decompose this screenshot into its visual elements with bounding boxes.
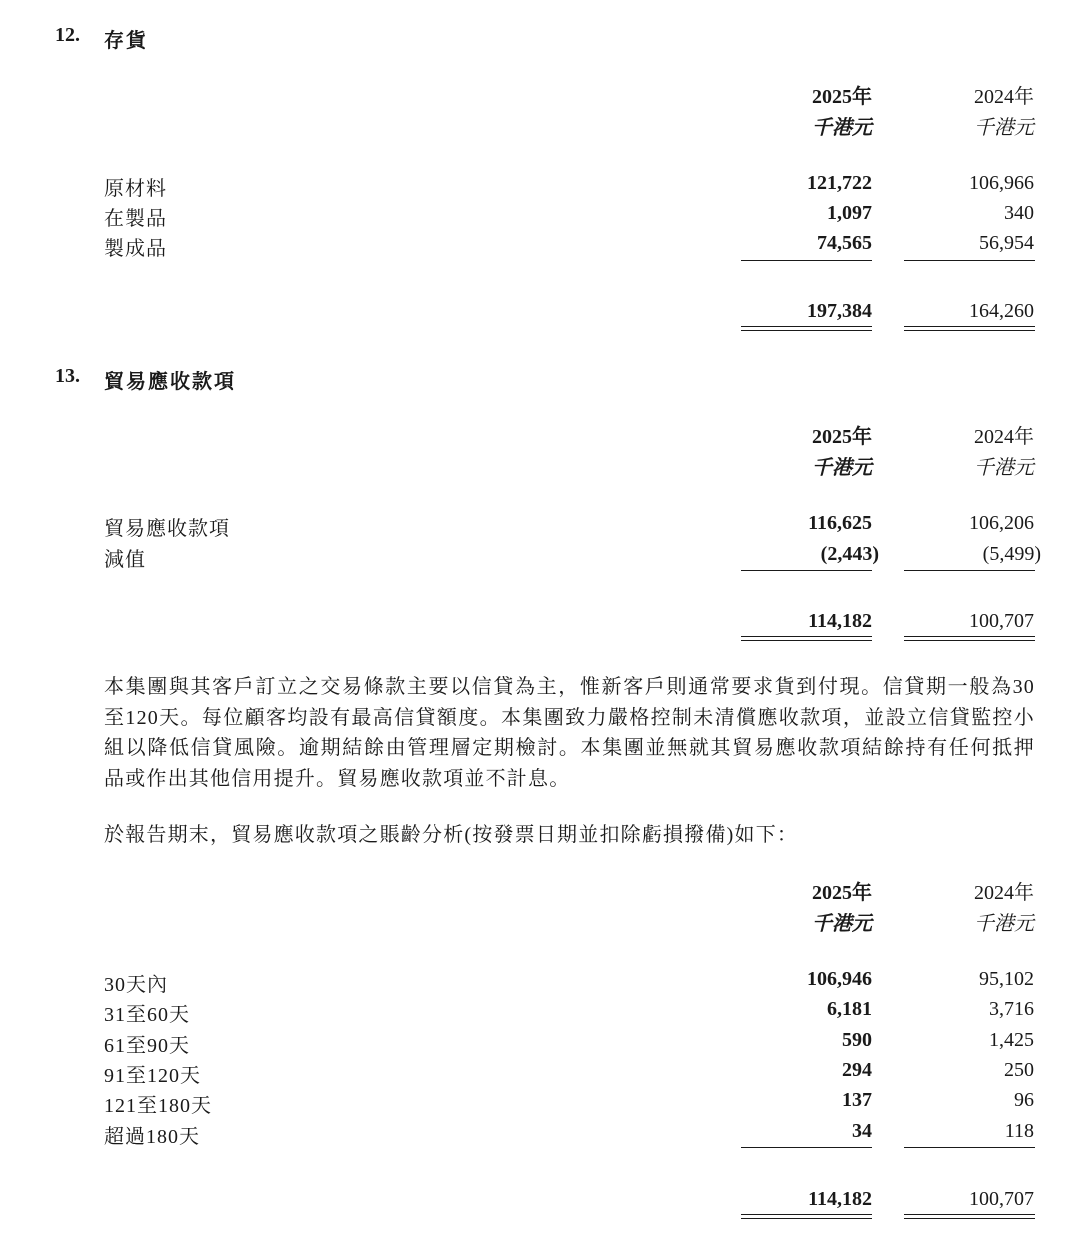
value-2025: 116,625	[808, 512, 872, 534]
column-header-2025: 2025年	[812, 882, 872, 904]
value-2025: 121,722	[807, 172, 872, 194]
unit-label-2024: 千港元	[974, 117, 1034, 139]
total-double-rule	[741, 636, 872, 641]
unit-label-2025: 千港元	[812, 457, 872, 479]
subtotal-rule	[904, 260, 1035, 261]
value-2025: 106,946	[807, 968, 872, 990]
value-2025: 1,097	[827, 202, 872, 224]
row-label: 減值	[104, 549, 146, 571]
total-double-rule	[904, 636, 1035, 641]
aging-row-label: 超過180天	[104, 1126, 200, 1148]
total-double-rule	[904, 326, 1035, 331]
aging-row-label: 31至60天	[104, 1004, 190, 1026]
total-2025: 114,182	[808, 610, 872, 632]
section-number: 13.	[55, 365, 80, 387]
unit-label-2024: 千港元	[974, 457, 1034, 479]
subtotal-rule	[741, 1147, 872, 1148]
value-2024: 106,206	[969, 512, 1034, 534]
value-2025: 590	[842, 1029, 872, 1051]
unit-label-2024: 千港元	[974, 913, 1034, 935]
aging-intro: 於報告期末，貿易應收款項之賬齡分析(按發票日期並扣除虧損撥備)如下：	[104, 824, 799, 846]
value-2024: 1,425	[989, 1029, 1034, 1051]
total-double-rule	[741, 326, 872, 331]
column-header-2024: 2024年	[974, 426, 1034, 448]
total-double-rule	[741, 1214, 872, 1219]
value-2025: 294	[842, 1059, 872, 1081]
value-2024: 118	[1004, 1120, 1034, 1142]
value-2024: (5,499)	[982, 543, 1041, 565]
row-label: 貿易應收款項	[104, 518, 230, 540]
value-2024: 95,102	[979, 968, 1034, 990]
column-header-2025: 2025年	[812, 86, 872, 108]
subtotal-rule	[741, 260, 872, 261]
subtotal-rule	[904, 570, 1035, 571]
subtotal-rule	[904, 1147, 1035, 1148]
value-2024: 250	[1004, 1059, 1034, 1081]
value-2025: 34	[852, 1120, 872, 1142]
unit-label-2025: 千港元	[812, 913, 872, 935]
column-header-2024: 2024年	[974, 882, 1034, 904]
total-2024: 164,260	[969, 300, 1034, 322]
column-header-2024: 2024年	[974, 86, 1034, 108]
section-title: 貿易應收款項	[104, 371, 236, 393]
value-2025: 137	[842, 1089, 872, 1111]
total-2024: 100,707	[969, 1188, 1034, 1210]
value-2024: 106,966	[969, 172, 1034, 194]
aging-row-label: 61至90天	[104, 1035, 190, 1057]
total-2024: 100,707	[969, 610, 1034, 632]
row-label: 原材料	[104, 178, 167, 200]
row-label: 製成品	[104, 238, 167, 260]
value-2025: 6,181	[827, 998, 872, 1020]
credit-policy-paragraph: 本集團與其客戶訂立之交易條款主要以信貸為主，惟新客戶則通常要求貨到付現。信貸期一般為30至120天。每位顧客均設有最高信貸額度。本集團致力嚴格控制未清償應收款項，並設立信貸監控小組以降低信貸風險。逾期結餘由管理層定期檢討。本集團並無就其貿易應收款項結餘持有任何抵押品或作出其他信用提升。貿易應收款項並不計息。	[104, 676, 1035, 790]
aging-row-label: 91至120天	[104, 1065, 201, 1087]
unit-label-2025: 千港元	[812, 117, 872, 139]
value-2024: 340	[1004, 202, 1034, 224]
section-title: 存貨	[104, 30, 148, 52]
subtotal-rule	[741, 570, 872, 571]
aging-row-label: 30天內	[104, 974, 168, 996]
total-2025: 197,384	[807, 300, 872, 322]
total-2025: 114,182	[808, 1188, 872, 1210]
aging-row-label: 121至180天	[104, 1095, 212, 1117]
column-header-2025: 2025年	[812, 426, 872, 448]
row-label: 在製品	[104, 208, 167, 230]
section-number: 12.	[55, 24, 80, 46]
total-double-rule	[904, 1214, 1035, 1219]
value-2024: 3,716	[989, 998, 1034, 1020]
value-2024: 56,954	[979, 232, 1034, 254]
value-2024: 96	[1014, 1089, 1034, 1111]
value-2025: (2,443)	[820, 543, 879, 565]
value-2025: 74,565	[817, 232, 872, 254]
